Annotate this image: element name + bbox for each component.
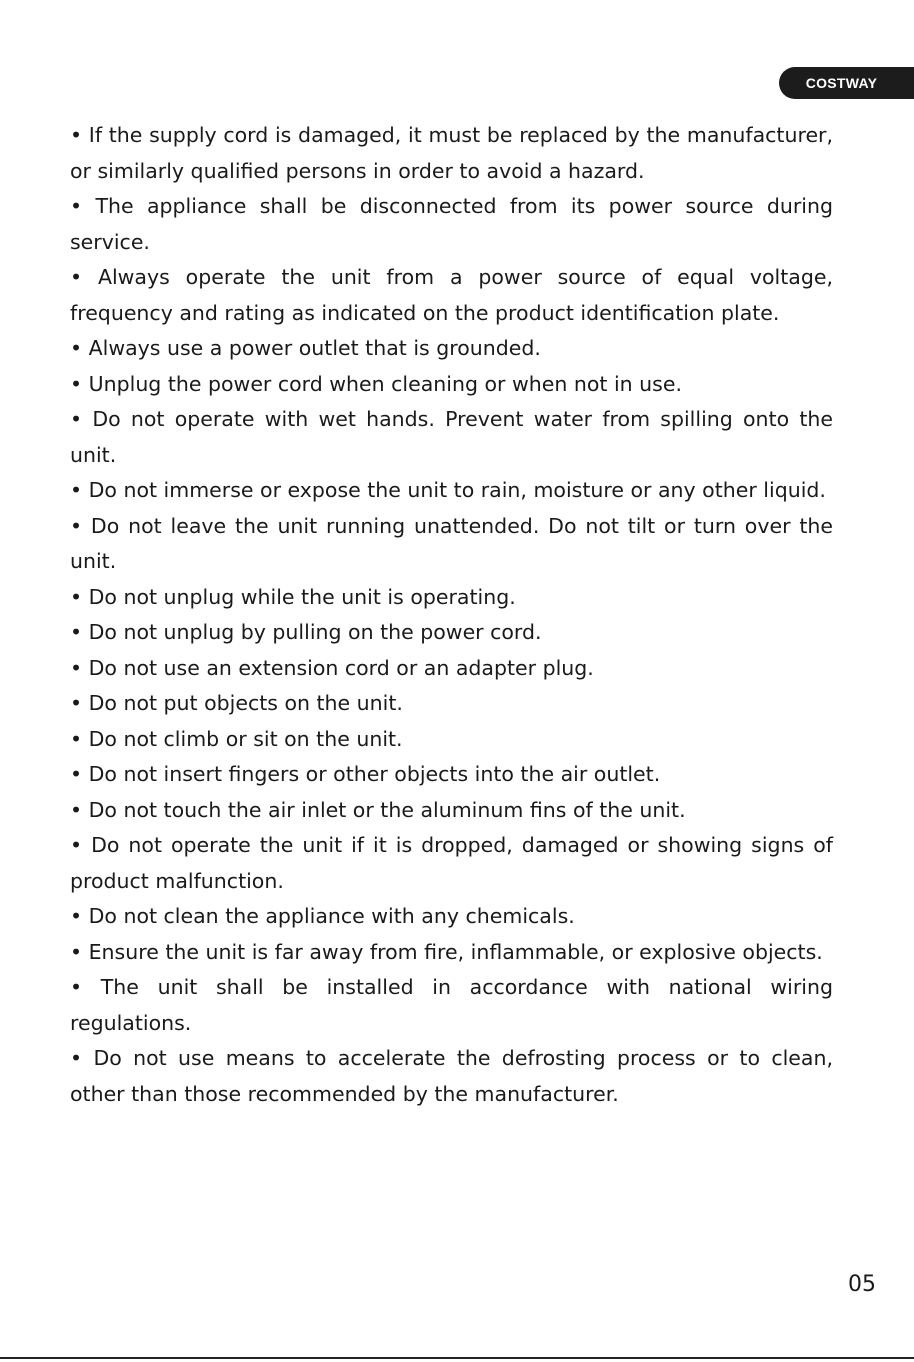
footer-divider — [0, 1357, 914, 1359]
instruction-item: • Do not climb or sit on the unit. — [70, 726, 403, 751]
instruction-item: • Do not unplug while the unit is operating. — [70, 584, 516, 609]
instruction-item: • Do not immerse or expose the unit to rain, moisture or any other liquid. — [70, 478, 826, 502]
instruction-item: • Ensure the unit is far away from fire, inflammable, or explosive objects. — [70, 939, 823, 964]
instruction-item: • Do not touch the air inlet or the aluminum fins of the unit. — [70, 797, 686, 822]
instruction-item: • Do not use an extension cord or an adapter plug. — [70, 655, 594, 680]
instruction-item: • Do not leave the unit running unattended. Do not tilt or turn over the unit. — [70, 513, 833, 573]
brand-logo: COSTWAY — [779, 67, 914, 99]
instruction-item: • Do not use means to accelerate the defrosting process or to clean, other than those recommended by the manufacturer. — [70, 1046, 833, 1106]
instruction-item: • The unit shall be installed in accordance with national wiring regulations. — [70, 975, 833, 1035]
instruction-item: • Do not put objects on the unit. — [70, 691, 403, 715]
page-number: 05 — [848, 1272, 876, 1297]
instruction-item: • If the supply cord is damaged, it must be replaced by the manufacturer, or similarly qualified persons in order to avoid a hazard. — [70, 123, 833, 183]
safety-instructions-list — [70, 118, 833, 1112]
instruction-item: • Unplug the power cord when cleaning or when not in use. — [70, 371, 682, 396]
instruction-item: • The appliance shall be disconnected from its power source during service. — [70, 194, 833, 254]
instruction-item: • Always operate the unit from a power source of equal voltage, frequency and rating as indicated on the product identification plate. — [70, 265, 833, 325]
instruction-item: • Always use a power outlet that is grounded. — [70, 336, 541, 360]
instruction-item: • Do not unplug by pulling on the power cord. — [70, 620, 542, 644]
instruction-item: • Do not clean the appliance with any chemicals. — [70, 904, 575, 928]
instruction-item: • Do not insert fingers or other objects into the air outlet. — [70, 762, 661, 786]
instruction-item: • Do not operate with wet hands. Prevent water from spilling onto the unit. — [70, 407, 833, 467]
instruction-item: • Do not operate the unit if it is dropped, damaged or showing signs of product malfunction. — [70, 833, 833, 893]
